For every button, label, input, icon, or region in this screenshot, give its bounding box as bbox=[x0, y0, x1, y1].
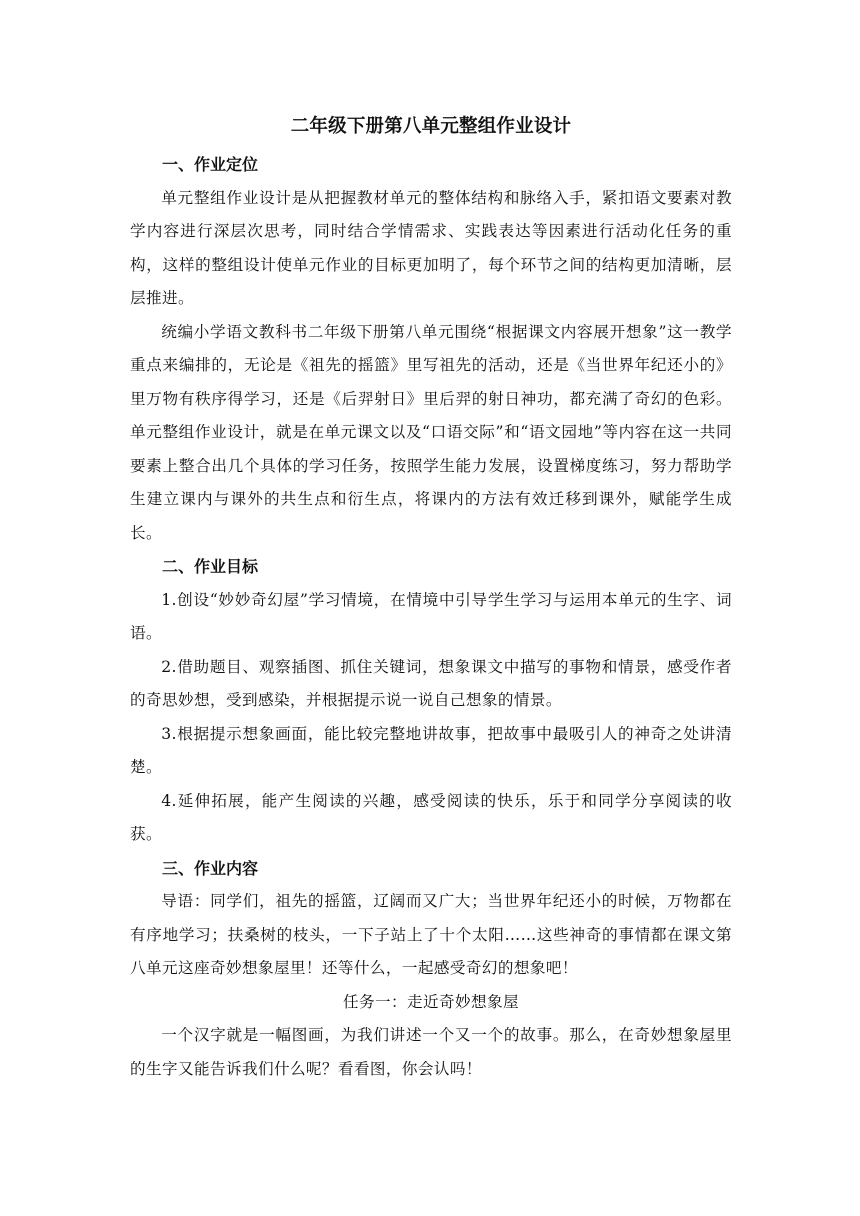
task-title: 任务一：走近奇妙想象屋 bbox=[343, 992, 519, 1011]
section-heading-content: 三、作业内容 bbox=[162, 858, 259, 878]
document-title: 二年级下册第八单元整组作业设计 bbox=[290, 116, 572, 137]
goal-item: 4.延伸拓展，能产生阅读的兴趣，感受阅读的快乐，乐于和同学分享阅读的收获。 bbox=[130, 791, 732, 843]
goal-item: 3.根据提示想象画面，能比较完整地讲故事，把故事中最吸引人的神奇之处讲清楚。 bbox=[130, 724, 732, 776]
goal-item: 2.借助题目、观察插图、抓住关键词，想象课文中描写的事物和情景，感受作者的奇思妙想，受到感染，并根据提示说一说自己想象的情景。 bbox=[130, 657, 732, 709]
goal-item: 1.创设“妙妙奇幻屋”学习情境，在情境中引导学生学习与运用本单元的生字、词语。 bbox=[130, 590, 732, 642]
task-paragraph: 一个汉字就是一幅图画，为我们讲述一个又一个的故事。那么，在奇妙想象屋里的生字又能告诉我们什么呢？看看图，你会认吗！ bbox=[130, 1026, 732, 1078]
document-page bbox=[130, 106, 732, 1086]
section-heading-goals: 二、作业目标 bbox=[162, 557, 259, 576]
section-heading-positioning: 一、作业定位 bbox=[162, 155, 259, 174]
paragraph: 单元整组作业设计是从把握教材单元的整体结构和脉络入手，紧扣语文要素对教学内容进行深层次思考，同时结合学情需求、实践表达等因素进行活动化任务的重构，这样的整组设计使单元作业的目标更加明了，每个环节之间的结构更加清晰，层层推进。 bbox=[130, 188, 732, 307]
paragraph: 统编小学语文教科书二年级下册第八单元围绕“根据课文内容展开想象”这一教学重点来编排的，无论是《祖先的摇篮》里写祖先的活动，还是《当世界年纪还小的》里万物有秩序得学习，还是《后羿射日》里后羿的射日神功，都充满了奇幻的色彩。单元整组作业设计，就是在单元课文以及“口语交际”和“语文园地”等内容在这一共同要素上整合出几个具体的学习任务，按照学生能力发展，设置梯度练习，努力帮助学生建立课内与课外的共生点和衍生点，将课内的方法有效迁移到课外，赋能学生成长。 bbox=[130, 322, 732, 542]
intro-paragraph: 导语：同学们，祖先的摇篮，辽阔而又广大；当世界年纪还小的时候，万物都在有序地学习；扶桑树的枝头，一下子站上了十个太阳……这些神奇的事情都在课文第八单元这座奇妙想象屋里！还等什么，一起感受奇幻的想象吧！ bbox=[130, 892, 732, 977]
